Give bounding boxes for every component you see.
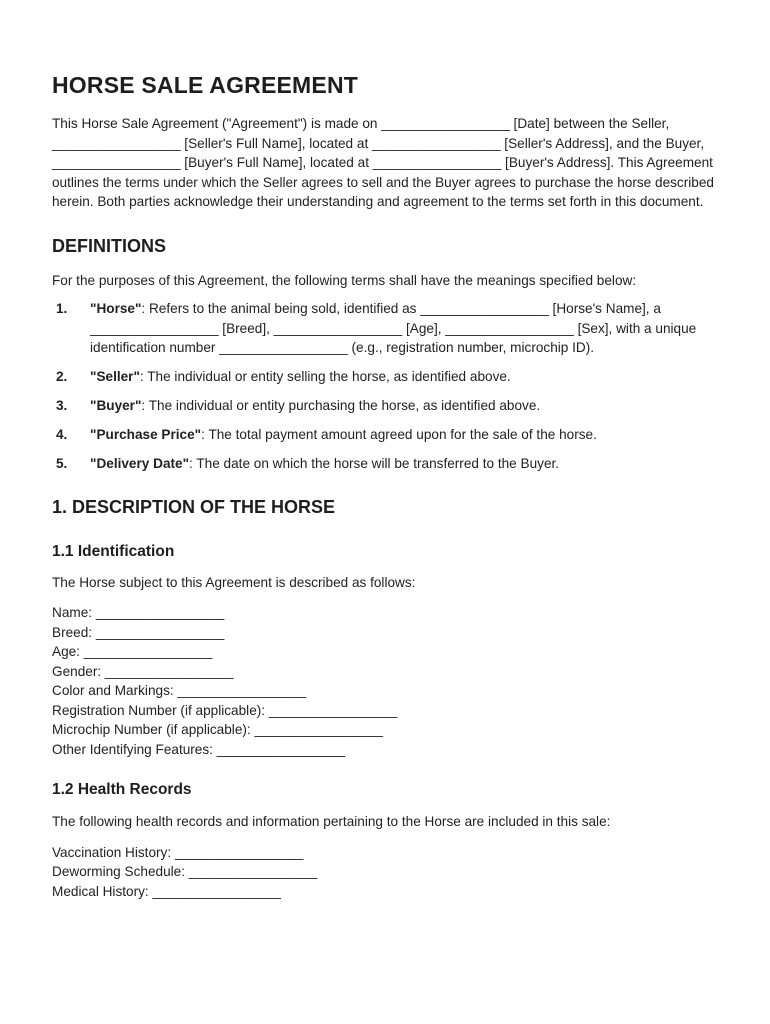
identification-heading: 1.1 Identification [52,542,175,560]
health-record-field: Medical History: _________________ [52,883,281,899]
definition-item [52,425,718,445]
identification-fields [52,603,718,759]
identification-field: Breed: _________________ [52,624,225,640]
identification-field: Age: _________________ [52,644,213,659]
health-record-field: Deworming Schedule: _________________ [52,864,318,879]
definition-text: : The individual or entity selling the horse, as identified above. [139,369,511,384]
health-records-fields [52,843,718,902]
definition-term: "Delivery Date" [90,456,190,471]
identification-field: Gender: _________________ [52,663,234,679]
definitions-list [52,299,718,474]
definition-number: 4. [56,427,68,442]
definition-text: : The date on which the horse will be transferred to the Buyer. [189,456,560,471]
definition-item [52,367,718,387]
definitions-lead: For the purposes of this Agreement, the following terms shall have the meanings specified below: [52,272,637,288]
identification-field: Name: _________________ [52,605,225,620]
section-1-heading: 1. DESCRIPTION OF THE HORSE [52,496,336,517]
definition-number: 2. [56,369,68,384]
identification-field: Registration Number (if applicable): _________________ [52,702,398,718]
document-title: HORSE SALE AGREEMENT [52,72,359,98]
identification-field: Color and Markings: _________________ [52,683,306,698]
definition-term: "Seller" [90,369,140,384]
identification-field: Microchip Number (if applicable): _________________ [52,722,383,737]
definition-number: 3. [56,398,68,413]
identification-lead: The Horse subject to this Agreement is described as follows: [52,574,416,590]
definition-text: : The individual or entity purchasing the horse, as identified above. [141,398,541,413]
definition-number: 1. [56,301,68,316]
definition-number: 5. [56,456,68,471]
health-records-heading: 1.2 Health Records [52,781,192,798]
definition-item [52,454,718,474]
intro-paragraph: This Horse Sale Agreement ("Agreement") is made on _________________ [Date] between the Seller, _________________ [Seller's Full Name], located at _________________ [Seller's Address], and the Buyer, _________________ [Buyer's Full Name], located at _________________ [Buyer's Address]. This Agreement outlines the terms under which the Seller agrees to sell and the Buyer agrees to purchase the horse described herein. Both parties acknowledge their understanding and agreement to the terms set forth in this document. [52,116,714,209]
definition-term: "Horse" [90,301,142,316]
health-records-lead: The following health records and information pertaining to the Horse are included in this sale: [52,814,611,829]
definition-text: : The total payment amount agreed upon for the sale of the horse. [201,427,597,442]
definition-term: "Buyer" [90,398,142,413]
definition-term: "Purchase Price" [90,427,202,442]
health-record-field: Vaccination History: _________________ [52,844,304,860]
definitions-heading: DEFINITIONS [52,235,167,256]
definition-text: : Refers to the animal being sold, identified as _________________ [Horse's Name], a _________________ [Breed], _________________ [Age], _________________ [Sex], with a unique identification number _________________ (e.g., registration number, microchip ID). [90,301,697,355]
identification-field: Other Identifying Features: _________________ [52,741,346,757]
definition-item [52,299,718,358]
definition-item [52,396,718,416]
